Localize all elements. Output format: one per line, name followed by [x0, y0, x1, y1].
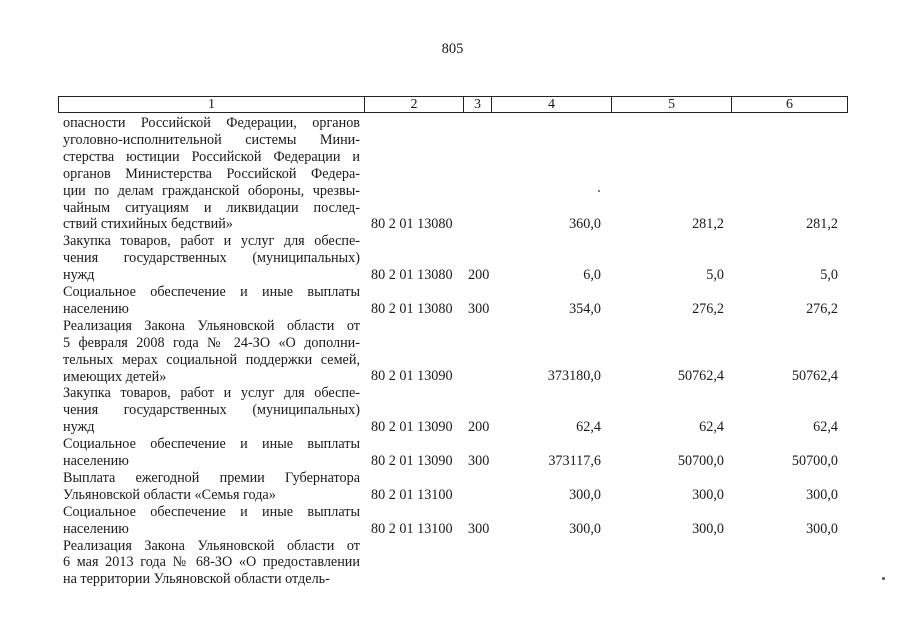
row-name-line: 6 мая 2013 года № 68-ЗО «О предоставлении: [63, 554, 360, 571]
row-name-line: 5 февраля 2008 года № 24-ЗО «О дополни-: [63, 334, 360, 351]
amount-col-5: 276,2: [692, 300, 724, 317]
row-name: [63, 115, 360, 233]
row-name: [63, 436, 360, 470]
row-name-line: имеющих детей»: [63, 368, 167, 385]
table-header-row: [58, 96, 848, 113]
amount-col-5: 62,4: [699, 419, 724, 436]
row-name-line: чайным ситуациям и ликвидации послед-: [63, 199, 360, 216]
header-col-1: 1: [208, 97, 215, 112]
target-code: 80 2 01 13100: [371, 486, 453, 503]
amount-col-6: 5,0: [820, 267, 838, 284]
amount-col-5: 300,0: [692, 520, 724, 537]
amount-col-4: 360,0: [569, 216, 601, 233]
target-code: 80 2 01 13090: [371, 419, 453, 436]
target-code: 80 2 01 13080: [371, 216, 453, 233]
target-code: 80 2 01 13090: [371, 368, 453, 385]
amount-col-6: 50700,0: [791, 452, 838, 469]
amount-col-4: 6,0: [583, 267, 601, 284]
row-name-line: стерства юстиции Российской Федерации и: [63, 148, 360, 165]
row-name-line: Закупка товаров, работ и услуг для обеспе-: [63, 233, 360, 250]
row-name: [63, 504, 360, 538]
amount-col-6: 50762,4: [791, 368, 838, 385]
amount-col-6: 62,4: [813, 419, 838, 436]
row-name-line: Реализация Закона Ульяновской области от: [63, 537, 360, 554]
amount-col-4: 300,0: [569, 520, 601, 537]
row-name-line: Реализация Закона Ульяновской области от: [63, 317, 360, 334]
expense-type: 300: [468, 300, 490, 317]
amount-col-4: 300,0: [569, 486, 601, 503]
expense-type: 200: [468, 267, 490, 284]
expense-type: 200: [468, 419, 490, 436]
row-name: [63, 284, 360, 318]
row-name-line: органов Министерства Российской Федера-: [63, 165, 360, 182]
expense-type: 300: [468, 452, 490, 469]
row-name-line: Выплата ежегодной премии Губернатора: [63, 469, 360, 486]
row-name-line: чения государственных (муниципальных): [63, 250, 360, 267]
amount-col-6: 300,0: [806, 486, 838, 503]
row-name: [63, 385, 360, 436]
row-name-line: Ульяновской области «Семья года»: [63, 486, 276, 503]
row-name-line: Социальное обеспечение и иные выплаты: [63, 284, 360, 300]
row-name-line: на территории Ульяновской области отдель-: [63, 571, 330, 588]
row-name-line: населению: [63, 520, 129, 537]
header-col-2: 2: [410, 97, 418, 112]
target-code: 80 2 01 13090: [371, 452, 453, 469]
scan-speck: [882, 577, 885, 580]
row-name: [63, 538, 360, 589]
row-name-line: ции по делам гражданской обороны, чрезвы-: [63, 182, 360, 199]
amount-col-6: 276,2: [806, 300, 838, 317]
row-name-line: Социальное обеспечение и иные выплаты: [63, 503, 360, 520]
row-name: [63, 470, 360, 504]
amount-col-4: 62,4: [576, 419, 601, 436]
row-name-line: населению: [63, 453, 129, 469]
amount-col-5: 281,2: [692, 216, 724, 233]
amount-col-5: 50700,0: [677, 452, 724, 469]
header-col-4: 4: [548, 97, 555, 112]
row-name-line: уголовно-исполнительной системы Мини-: [63, 131, 360, 148]
row-name-line: нужд: [63, 419, 95, 436]
target-code: 80 2 01 13080: [371, 300, 453, 317]
row-name-line: чения государственных (муниципальных): [63, 402, 360, 419]
amount-col-5: 50762,4: [677, 368, 724, 385]
row-name: [63, 318, 360, 386]
scan-speck: [598, 190, 600, 192]
amount-col-4: 354,0: [569, 300, 601, 317]
row-name-line: нужд: [63, 267, 95, 284]
row-name-line: населению: [63, 300, 129, 317]
amount-col-5: 300,0: [692, 486, 724, 503]
row-name: [63, 233, 360, 284]
row-name-line: Социальное обеспечение и иные выплаты: [63, 436, 360, 453]
row-name-line: ствий стихийных бедствий»: [63, 216, 233, 233]
target-code: 80 2 01 13080: [371, 267, 453, 284]
target-code: 80 2 01 13100: [371, 520, 453, 537]
page-number: 805: [441, 41, 464, 57]
amount-col-4: 373117,6: [548, 452, 601, 469]
header-col-5: 5: [668, 97, 675, 112]
amount-col-4: 373180,0: [547, 368, 601, 385]
amount-col-6: 300,0: [806, 520, 838, 537]
row-name-line: Закупка товаров, работ и услуг для обеспе-: [63, 385, 360, 402]
row-name-line: опасности Российской Федерации, органов: [63, 115, 360, 131]
row-name-line: тельных мерах социальной поддержки семей,: [63, 351, 360, 368]
header-col-3: 3: [474, 97, 481, 112]
header-col-6: 6: [786, 97, 793, 112]
amount-col-5: 5,0: [706, 267, 724, 284]
expense-type: 300: [468, 520, 490, 537]
amount-col-6: 281,2: [806, 216, 838, 233]
